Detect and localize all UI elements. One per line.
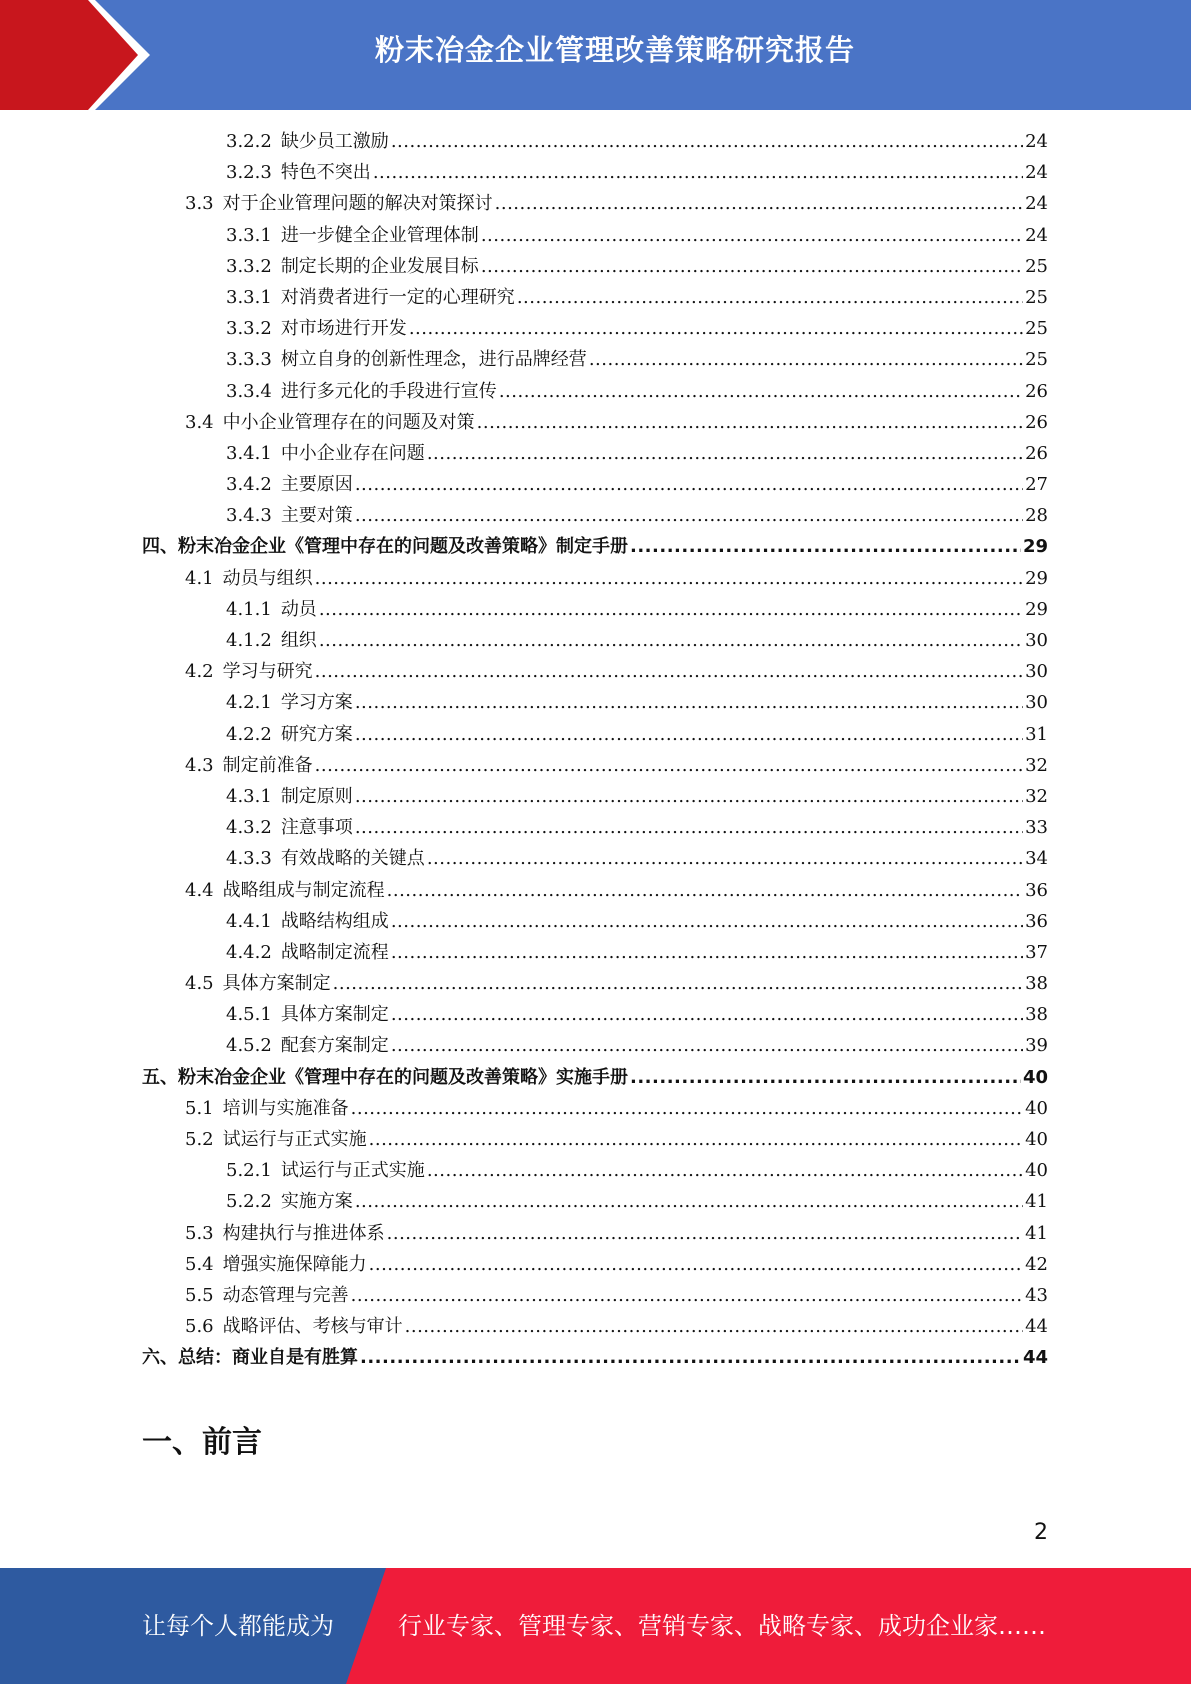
- toc-entry-number: 5.1: [185, 1097, 214, 1119]
- toc-entry-title: 树立自身的创新性理念，进行品牌经营: [280, 349, 587, 371]
- toc-dot-leader: [387, 880, 1023, 901]
- toc-entry-title: 具体方案制定: [222, 973, 331, 995]
- toc-entry-number: 4.3.2: [226, 817, 272, 839]
- toc-entry-title: 五、粉末冶金企业《管理中存在的问题及改善策略》实施手册: [142, 1066, 628, 1088]
- toc-entry-number: 3.3.2: [226, 318, 272, 340]
- toc-entry-title: 试运行与正式实施: [280, 1160, 425, 1182]
- toc-entry-title: 对市场进行开发: [280, 318, 407, 340]
- toc-entry-title: 特色不突出: [280, 162, 371, 184]
- toc-entry-number: 4.5: [185, 973, 214, 995]
- toc-entry[interactable]: [142, 876, 1048, 907]
- toc-entry-page: 31: [1025, 723, 1048, 745]
- toc-entry-page: 44: [1025, 1316, 1048, 1338]
- toc-entry[interactable]: [142, 907, 1048, 938]
- toc-entry-number: 4.2: [185, 661, 214, 683]
- toc-entry[interactable]: [142, 938, 1048, 969]
- toc-entry-page: 36: [1025, 910, 1048, 932]
- toc-entry-number: 3.3.3: [226, 349, 272, 371]
- toc-dot-leader: [387, 1223, 1023, 1244]
- toc-entry[interactable]: [142, 127, 1048, 158]
- toc-dot-leader: [391, 1035, 1023, 1056]
- toc-entry-title: 构建执行与推进体系: [222, 1222, 385, 1244]
- toc-entry[interactable]: [142, 969, 1048, 1000]
- toc-entry-title: 有效战略的关键点: [280, 848, 425, 870]
- toc-entry-number: 3.3.1: [226, 224, 272, 246]
- toc-entry-number: 5.6: [185, 1316, 214, 1338]
- toc-entry[interactable]: [142, 501, 1048, 532]
- toc-entry-number: 5.5: [185, 1284, 214, 1306]
- toc-entry-number: 4.2.1: [226, 692, 272, 714]
- toc-entry-title: 学习与研究: [222, 661, 313, 683]
- section-heading: 一、前言: [142, 1425, 262, 1460]
- toc-entry-title: 对消费者进行一定的心理研究: [280, 286, 515, 308]
- toc-entry-number: 4.1.2: [226, 630, 272, 651]
- toc-dot-leader: [351, 1285, 1023, 1306]
- toc-entry-title: 进行多元化的手段进行宣传: [280, 380, 497, 402]
- toc-entry[interactable]: [142, 470, 1048, 501]
- toc-entry-title: 实施方案: [280, 1191, 353, 1213]
- toc-entry[interactable]: [142, 564, 1048, 595]
- page-header: [0, 0, 1191, 110]
- toc-entry-title: 主要原因: [280, 474, 353, 496]
- toc-dot-leader: [495, 193, 1023, 214]
- toc-entry-title: 制定前准备: [222, 754, 313, 776]
- toc-dot-leader: [360, 1347, 1021, 1368]
- toc-entry-page: 24: [1025, 224, 1048, 246]
- page-number: 2: [1034, 1520, 1048, 1545]
- toc-entry-title: 配套方案制定: [280, 1035, 389, 1057]
- toc-entry-page: 30: [1025, 692, 1048, 714]
- toc-entry-page: 29: [1022, 536, 1048, 558]
- toc-dot-leader: [315, 755, 1023, 776]
- toc-entry-page: 25: [1025, 318, 1048, 340]
- toc-entry-number: 4.1.1: [226, 598, 272, 620]
- toc-entry-page: 26: [1025, 380, 1048, 402]
- toc-entry-page: 26: [1025, 442, 1048, 464]
- toc-entry-page: 28: [1025, 505, 1048, 527]
- toc-entry-page: 29: [1025, 598, 1048, 620]
- toc-entry[interactable]: [142, 813, 1048, 844]
- toc-entry[interactable]: [142, 1187, 1048, 1218]
- toc-entry-number: 3.4: [185, 411, 214, 433]
- toc-entry-number: 3.3.2: [226, 255, 272, 277]
- toc-entry-page: 43: [1025, 1284, 1048, 1306]
- toc-dot-leader: [355, 817, 1023, 838]
- toc-entry[interactable]: [142, 595, 1048, 626]
- toc-entry-page: 24: [1025, 193, 1048, 215]
- toc-entry-number: 4.5.2: [226, 1035, 272, 1057]
- toc-entry-number: 4.5.1: [226, 1004, 272, 1026]
- toc-dot-leader: [427, 1160, 1023, 1181]
- toc-entry-title: 学习方案: [280, 692, 353, 714]
- toc-entry-page: 25: [1025, 286, 1048, 308]
- toc-entry-page: 33: [1025, 817, 1048, 839]
- toc-entry-page: 25: [1025, 255, 1048, 277]
- toc-dot-leader: [481, 256, 1023, 277]
- toc-entry-page: 36: [1025, 879, 1048, 901]
- toc-entry-title: 组织: [280, 630, 317, 651]
- toc-entry[interactable]: [142, 408, 1048, 439]
- toc-entry-title: 战略评估、考核与审计: [222, 1316, 403, 1338]
- toc-entry-page: 38: [1025, 1004, 1048, 1026]
- toc-entry-number: 3.4.1: [226, 442, 272, 464]
- toc-entry-number: 4.4: [185, 879, 214, 901]
- toc-entry-page: 30: [1025, 661, 1048, 683]
- toc-dot-leader: [477, 412, 1023, 433]
- toc-entry[interactable]: [142, 782, 1048, 813]
- toc-entry[interactable]: [142, 1063, 1048, 1094]
- toc-entry[interactable]: [142, 283, 1048, 314]
- toc-entry[interactable]: [142, 158, 1048, 189]
- toc-entry[interactable]: [142, 688, 1048, 719]
- toc-entry-number: 4.3: [185, 754, 214, 776]
- footer-slogan-left: 让每个人都能成为: [142, 1612, 334, 1640]
- page-footer: [0, 1568, 1191, 1684]
- toc-dot-leader: [391, 911, 1023, 932]
- toc-entry-number: 4.4.2: [226, 941, 272, 963]
- toc-entry-page: 40: [1022, 1066, 1048, 1088]
- toc-dot-leader: [355, 474, 1023, 495]
- toc-entry[interactable]: [142, 252, 1048, 283]
- toc-entry[interactable]: [142, 532, 1048, 563]
- toc-entry-page: 38: [1025, 973, 1048, 995]
- toc-entry[interactable]: [142, 1281, 1048, 1312]
- toc-entry-title: 四、粉末冶金企业《管理中存在的问题及改善策略》制定手册: [142, 536, 628, 558]
- toc-entry-number: 5.2: [185, 1129, 214, 1150]
- toc-entry-page: 24: [1025, 162, 1048, 184]
- toc-dot-leader: [369, 1129, 1023, 1150]
- toc-dot-leader: [630, 1067, 1021, 1088]
- toc-dot-leader: [319, 599, 1023, 620]
- toc-entry[interactable]: [142, 1156, 1048, 1187]
- toc-entry-title: 动员: [280, 598, 317, 620]
- toc-entry[interactable]: [142, 1125, 1048, 1156]
- toc-entry[interactable]: [142, 189, 1048, 220]
- toc-entry-page: 40: [1025, 1097, 1048, 1119]
- toc-dot-leader: [427, 848, 1023, 869]
- toc-dot-leader: [499, 381, 1023, 402]
- toc-dot-leader: [333, 973, 1023, 994]
- toc-entry-title: 研究方案: [280, 723, 353, 745]
- toc-entry-number: 4.4.1: [226, 910, 272, 932]
- toc-entry[interactable]: [142, 345, 1048, 376]
- toc-dot-leader: [409, 318, 1023, 339]
- toc-entry-number: 3.4.3: [226, 505, 272, 527]
- toc-entry[interactable]: [142, 751, 1048, 782]
- toc-entry-number: 4.3.3: [226, 848, 272, 870]
- toc-entry-title: 主要对策: [280, 505, 353, 527]
- toc-entry[interactable]: [142, 1219, 1048, 1250]
- toc-entry[interactable]: [142, 657, 1048, 688]
- toc-entry-number: 4.1: [185, 567, 214, 589]
- toc-dot-leader: [373, 162, 1023, 183]
- toc-entry-page: 41: [1025, 1191, 1048, 1213]
- toc-dot-leader: [355, 724, 1023, 745]
- toc-entry-title: 中小企业管理存在的问题及对策: [222, 411, 475, 433]
- toc-entry[interactable]: [142, 1250, 1048, 1281]
- toc-dot-leader: [630, 536, 1021, 557]
- toc-dot-leader: [391, 942, 1023, 963]
- toc-dot-leader: [355, 692, 1023, 713]
- toc-dot-leader: [405, 1316, 1023, 1337]
- toc-entry[interactable]: [142, 221, 1048, 252]
- toc-entry-title: 战略制定流程: [280, 941, 389, 963]
- toc-entry-title: 对于企业管理问题的解决对策探讨: [222, 193, 493, 215]
- toc-entry[interactable]: [142, 314, 1048, 345]
- toc-dot-leader: [355, 505, 1023, 526]
- table-of-contents: [142, 127, 1048, 1375]
- toc-entry-title: 进一步健全企业管理体制: [280, 224, 479, 246]
- toc-dot-leader: [391, 1004, 1023, 1025]
- toc-entry-title: 制定长期的企业发展目标: [280, 255, 479, 277]
- toc-entry-number: 3.3.4: [226, 380, 272, 402]
- toc-entry-number: 4.2.2: [226, 723, 272, 745]
- toc-entry-number: 5.2.1: [226, 1160, 272, 1182]
- toc-entry-number: 3.2.2: [226, 131, 272, 152]
- toc-dot-leader: [369, 1254, 1023, 1275]
- toc-entry-page: 42: [1025, 1253, 1048, 1275]
- toc-entry-page: 34: [1025, 848, 1048, 870]
- toc-entry-title: 战略组成与制定流程: [222, 879, 385, 901]
- toc-entry-page: 27: [1025, 474, 1048, 496]
- toc-entry-title: 制定原则: [280, 785, 353, 807]
- toc-dot-leader: [315, 568, 1023, 589]
- toc-dot-leader: [391, 131, 1023, 152]
- toc-entry-page: 30: [1025, 630, 1048, 651]
- toc-dot-leader: [481, 225, 1023, 246]
- toc-entry[interactable]: [142, 626, 1048, 657]
- toc-dot-leader: [351, 1098, 1023, 1119]
- toc-entry-page: 40: [1025, 1129, 1048, 1150]
- toc-dot-leader: [315, 661, 1023, 682]
- toc-entry-number: 5.3: [185, 1222, 214, 1244]
- toc-entry-page: 41: [1025, 1222, 1048, 1244]
- toc-entry[interactable]: [142, 377, 1048, 408]
- toc-entry-page: 24: [1025, 131, 1048, 152]
- toc-entry-page: 32: [1025, 785, 1048, 807]
- toc-dot-leader: [517, 287, 1023, 308]
- toc-entry-page: 44: [1022, 1347, 1048, 1369]
- toc-entry[interactable]: [142, 720, 1048, 751]
- toc-entry-title: 试运行与正式实施: [222, 1129, 367, 1150]
- toc-entry-number: 3.4.2: [226, 474, 272, 496]
- toc-entry-title: 具体方案制定: [280, 1004, 389, 1026]
- toc-entry-number: 5.2.2: [226, 1191, 272, 1213]
- toc-entry[interactable]: [142, 1312, 1048, 1343]
- toc-entry-title: 缺少员工激励: [280, 131, 389, 152]
- toc-entry-page: 40: [1025, 1160, 1048, 1182]
- toc-entry[interactable]: [142, 1031, 1048, 1062]
- document-title: 粉末冶金企业管理改善策略研究报告: [374, 33, 855, 67]
- toc-entry[interactable]: [142, 1094, 1048, 1125]
- toc-entry[interactable]: [142, 844, 1048, 875]
- toc-entry-page: 32: [1025, 754, 1048, 776]
- toc-dot-leader: [589, 349, 1023, 370]
- toc-entry[interactable]: [142, 1000, 1048, 1031]
- toc-entry-page: 37: [1025, 941, 1048, 963]
- toc-entry-page: 29: [1025, 567, 1048, 589]
- toc-entry-page: 25: [1025, 349, 1048, 371]
- toc-dot-leader: [319, 630, 1023, 651]
- toc-entry-number: 3.3: [185, 193, 214, 215]
- toc-entry[interactable]: [142, 1343, 1048, 1374]
- toc-dot-leader: [355, 1191, 1023, 1212]
- toc-dot-leader: [355, 786, 1023, 807]
- toc-entry-title: 动态管理与完善: [222, 1284, 349, 1306]
- toc-entry-page: 26: [1025, 411, 1048, 433]
- toc-entry-number: 3.2.3: [226, 162, 272, 184]
- toc-entry-title: 培训与实施准备: [222, 1097, 349, 1119]
- toc-entry-title: 增强实施保障能力: [222, 1253, 367, 1275]
- toc-entry-number: 5.4: [185, 1253, 214, 1275]
- toc-entry[interactable]: [142, 439, 1048, 470]
- toc-entry-title: 注意事项: [280, 817, 353, 839]
- toc-entry-title: 动员与组织: [222, 567, 313, 589]
- footer-slogan-right: 行业专家、管理专家、营销专家、战略专家、成功企业家……: [398, 1612, 1046, 1640]
- toc-entry-number: 4.3.1: [226, 785, 272, 807]
- toc-entry-number: 3.3.1: [226, 286, 272, 308]
- toc-entry-title: 六、总结：商业自是有胜算: [142, 1347, 358, 1369]
- toc-entry-title: 中小企业存在问题: [280, 442, 425, 464]
- toc-dot-leader: [427, 443, 1023, 464]
- toc-entry-title: 战略结构组成: [280, 910, 389, 932]
- toc-entry-page: 39: [1025, 1035, 1048, 1057]
